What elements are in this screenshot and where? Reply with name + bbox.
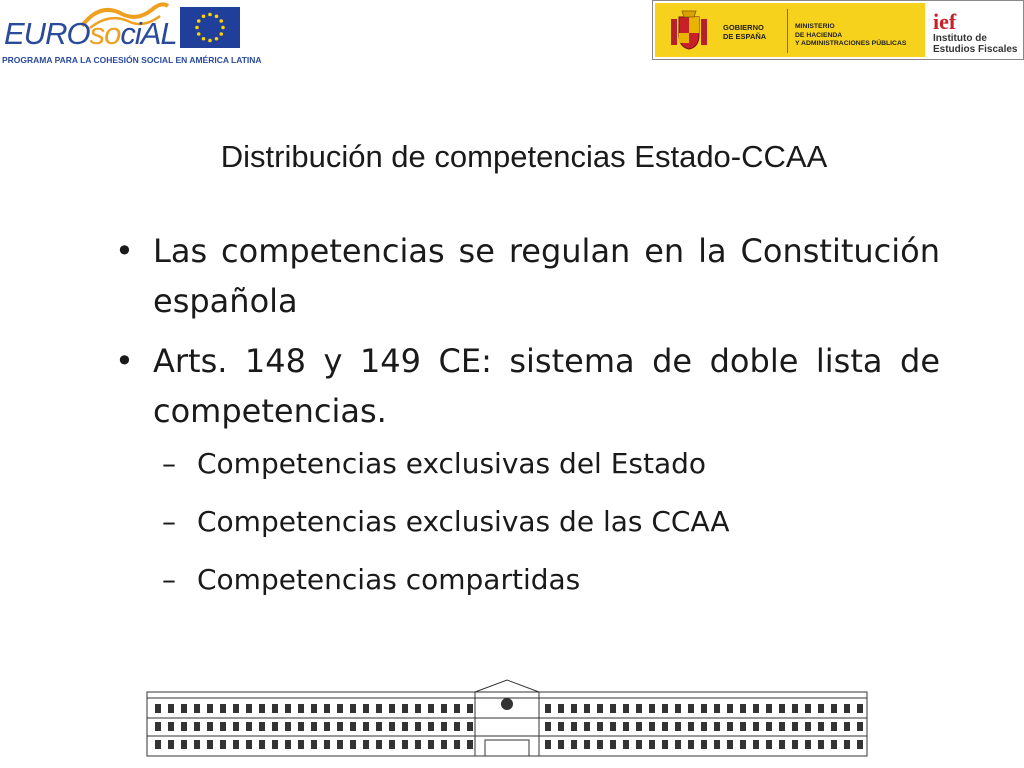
building-window [688, 722, 694, 731]
building-window [727, 704, 733, 713]
building-window [779, 722, 785, 731]
building-window [376, 704, 382, 713]
building-window [844, 704, 850, 713]
building-window [337, 740, 343, 749]
building-window [168, 740, 174, 749]
building-window [792, 740, 798, 749]
bullet-text: Arts. 148 y 149 CE: sistema de doble lista de competencias. [153, 342, 940, 430]
eu-star [202, 37, 206, 41]
building-window [402, 722, 408, 731]
eu-star [202, 14, 206, 18]
building-window [259, 740, 265, 749]
building-window [337, 704, 343, 713]
sub-bullet-item [110, 504, 940, 539]
building-window [571, 722, 577, 731]
building-window [766, 704, 772, 713]
building-window [779, 704, 785, 713]
building-window [259, 704, 265, 713]
building-window [675, 704, 681, 713]
gobierno-text: GOBIERNO DE ESPAÑA [723, 23, 767, 41]
building-window [272, 704, 278, 713]
sub-bullet-text: Competencias compartidas [197, 563, 581, 596]
building-window [311, 704, 317, 713]
building-window [818, 704, 824, 713]
building-window [376, 722, 382, 731]
building-window [675, 722, 681, 731]
building-window [649, 740, 655, 749]
building-window [740, 722, 746, 731]
building-window [428, 740, 434, 749]
building-window [610, 722, 616, 731]
sub-bullet-text: Competencias exclusivas de las CCAA [197, 505, 730, 538]
eu-star [197, 19, 201, 23]
bullet-marker: • [115, 232, 134, 270]
building-window [584, 740, 590, 749]
building-window [220, 740, 226, 749]
building-window [194, 704, 200, 713]
building-window [701, 722, 707, 731]
building-window [389, 722, 395, 731]
building-window [415, 722, 421, 731]
building-window [545, 704, 551, 713]
building-window [545, 722, 551, 731]
ief-logo [929, 7, 1021, 55]
building-window [857, 722, 863, 731]
building-window [610, 704, 616, 713]
building-window [753, 704, 759, 713]
building-window [194, 722, 200, 731]
building-window [831, 704, 837, 713]
building-window [571, 740, 577, 749]
sub-bullet-text: Competencias exclusivas del Estado [197, 447, 707, 480]
building-illustration [145, 678, 869, 758]
building-window [740, 704, 746, 713]
building-window [467, 740, 473, 749]
building-window [324, 740, 330, 749]
building-window [337, 722, 343, 731]
building-window [363, 740, 369, 749]
building-window [441, 740, 447, 749]
slide-body [110, 226, 940, 620]
gobierno-banner [655, 3, 925, 57]
building-window [233, 722, 239, 731]
building-window [831, 740, 837, 749]
bullet-item [110, 336, 940, 436]
building-window [805, 722, 811, 731]
building-window [454, 722, 460, 731]
building-window [623, 740, 629, 749]
building-window [233, 704, 239, 713]
ief-name: Instituto de Estudios Fiscales [933, 33, 1018, 55]
building-window [714, 740, 720, 749]
eurosocial-wordmark: EUROsociAL [4, 16, 177, 51]
slide-title: Distribución de competencias Estado-CCAA [220, 139, 828, 174]
building-window [272, 740, 278, 749]
building-window [402, 704, 408, 713]
building-window [324, 722, 330, 731]
building-window [792, 722, 798, 731]
building-window [272, 722, 278, 731]
building-window [701, 704, 707, 713]
eu-star [208, 39, 212, 43]
building-window [428, 704, 434, 713]
building-window [805, 740, 811, 749]
ministerio-text: MINISTERIO DE HACIENDA Y ADMINISTRACIONES PÚBLICAS [795, 23, 907, 47]
building-window [636, 722, 642, 731]
eurosocial-tagline: PROGRAMA PARA LA COHESIÓN SOCIAL EN AMÉRICA LATINA [2, 55, 262, 65]
building-window [194, 740, 200, 749]
building-window [415, 740, 421, 749]
building-window [298, 704, 304, 713]
building-window [818, 740, 824, 749]
building-window [779, 740, 785, 749]
eu-star [208, 13, 212, 17]
building-window [623, 704, 629, 713]
sub-bullet-item [110, 562, 940, 597]
building-window [571, 704, 577, 713]
building-window [298, 722, 304, 731]
building-window [181, 704, 187, 713]
gobierno-divider [787, 9, 788, 53]
eu-star [219, 32, 223, 36]
building-window [766, 722, 772, 731]
building-window [740, 740, 746, 749]
building-window [623, 722, 629, 731]
building-window [155, 722, 161, 731]
sub-bullet-item [110, 446, 940, 481]
building-window [454, 740, 460, 749]
building-window [727, 740, 733, 749]
building-window [688, 740, 694, 749]
building-window [207, 740, 213, 749]
building-window [597, 740, 603, 749]
building-window [649, 704, 655, 713]
building-window [350, 740, 356, 749]
building-window [285, 722, 291, 731]
ief-mark: ief [933, 9, 957, 34]
sub-bullet-marker: – [162, 505, 176, 538]
slide-header [0, 0, 1024, 80]
building-window [649, 722, 655, 731]
building-window [467, 704, 473, 713]
building-window [311, 722, 317, 731]
building-window [415, 704, 421, 713]
building-window [181, 722, 187, 731]
building-window [857, 740, 863, 749]
building-window [324, 704, 330, 713]
building-window [636, 740, 642, 749]
building-window [753, 722, 759, 731]
building-window [389, 704, 395, 713]
building-window [285, 704, 291, 713]
building-window [363, 704, 369, 713]
coat-of-arms-icon [667, 9, 711, 53]
bullet-item [110, 226, 940, 326]
building-window [545, 740, 551, 749]
building-window [636, 704, 642, 713]
building-window [259, 722, 265, 731]
building-window [311, 740, 317, 749]
building-window [350, 722, 356, 731]
building-window [558, 704, 564, 713]
building-window [155, 704, 161, 713]
building-window [558, 740, 564, 749]
building-window [766, 740, 772, 749]
gobierno-logo-box [652, 0, 1024, 60]
bullet-marker: • [115, 342, 134, 380]
building-window [454, 704, 460, 713]
building-window [597, 704, 603, 713]
building-window [584, 704, 590, 713]
building-window [220, 722, 226, 731]
building-window [155, 740, 161, 749]
building-window [818, 722, 824, 731]
building-window [363, 722, 369, 731]
building-window [805, 704, 811, 713]
building-window [727, 722, 733, 731]
building-window [428, 722, 434, 731]
sub-bullet-marker: – [162, 563, 176, 596]
building-window [831, 722, 837, 731]
building-window [207, 704, 213, 713]
building-window [714, 722, 720, 731]
building-window [558, 722, 564, 731]
building-window [857, 704, 863, 713]
building-window [610, 740, 616, 749]
building-window [350, 704, 356, 713]
building-window [701, 740, 707, 749]
building-window [441, 722, 447, 731]
eu-flag-icon [180, 7, 240, 48]
building-window [285, 740, 291, 749]
building-window [181, 740, 187, 749]
eu-star [197, 32, 201, 36]
building-window [662, 722, 668, 731]
building-window [389, 740, 395, 749]
building-window [844, 722, 850, 731]
building-window [168, 722, 174, 731]
building-window [714, 704, 720, 713]
building-window [246, 704, 252, 713]
eu-star [195, 26, 199, 30]
building-window [246, 722, 252, 731]
building-window [402, 740, 408, 749]
building-window [233, 740, 239, 749]
eu-star [221, 26, 225, 30]
eu-star [215, 37, 219, 41]
building-window [688, 704, 694, 713]
building-window [597, 722, 603, 731]
building-window [675, 740, 681, 749]
building-window [441, 704, 447, 713]
building-window [168, 704, 174, 713]
bullet-text: Las competencias se regulan en la Constitución española [153, 232, 940, 320]
building-window [467, 722, 473, 731]
building-window [298, 740, 304, 749]
building-window [662, 704, 668, 713]
eu-star [219, 19, 223, 23]
building-window [246, 740, 252, 749]
building-window [662, 740, 668, 749]
eu-star [215, 14, 219, 18]
building-window [792, 704, 798, 713]
sub-bullet-marker: – [162, 447, 176, 480]
building-window [220, 704, 226, 713]
building-window [207, 722, 213, 731]
building-window [376, 740, 382, 749]
building-window [844, 740, 850, 749]
building-window [753, 740, 759, 749]
building-window [584, 722, 590, 731]
